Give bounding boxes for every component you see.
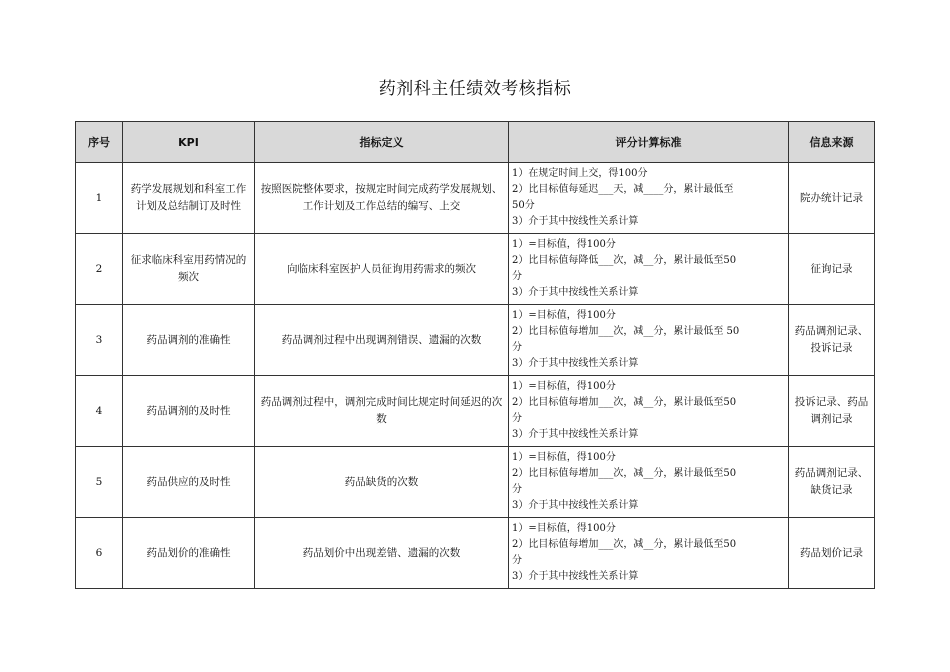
cell-no: 5 xyxy=(76,447,123,518)
cell-criteria xyxy=(509,305,789,376)
criteria-line: 3）介于其中按线性关系计算 xyxy=(512,429,639,440)
cell-no: 1 xyxy=(76,163,123,234)
criteria-line: 分 xyxy=(512,413,522,424)
criteria-line: 1）=目标值，得100分 xyxy=(512,381,616,392)
criteria-line: 分 xyxy=(512,484,522,495)
cell-criteria xyxy=(509,163,789,234)
cell-source: 院办统计记录 xyxy=(789,163,875,234)
table-row xyxy=(76,518,875,589)
cell-criteria xyxy=(509,518,789,589)
criteria-line: 2）比目标值每增加___次，减__分，累计最低至50 xyxy=(512,397,737,408)
criteria-line: 3）介于其中按线性关系计算 xyxy=(512,571,639,582)
cell-source: 药品调剂记录、投诉记录 xyxy=(789,305,875,376)
cell-criteria xyxy=(509,234,789,305)
kpi-table xyxy=(75,121,875,589)
cell-criteria xyxy=(509,447,789,518)
cell-source: 药品调剂记录、缺货记录 xyxy=(789,447,875,518)
cell-kpi: 药品供应的及时性 xyxy=(123,447,255,518)
header-kpi: KPI xyxy=(123,122,255,163)
table-row xyxy=(76,234,875,305)
header-source: 信息来源 xyxy=(789,122,875,163)
cell-definition: 向临床科室医护人员征询用药需求的频次 xyxy=(255,234,509,305)
criteria-line: 2）比目标值每降低___次，减__分，累计最低至50 xyxy=(512,255,737,266)
criteria-line: 2）比目标值每增加___次，减__分，累计最低至50 xyxy=(512,468,737,479)
criteria-line: 1）=目标值，得100分 xyxy=(512,523,616,534)
table-row xyxy=(76,447,875,518)
table-row xyxy=(76,305,875,376)
cell-definition: 药品调剂过程中，调剂完成时间比规定时间延迟的次数 xyxy=(255,376,509,447)
cell-definition: 药品调剂过程中出现调剂错误、遗漏的次数 xyxy=(255,305,509,376)
cell-no: 4 xyxy=(76,376,123,447)
cell-definition: 药品划价中出现差错、遗漏的次数 xyxy=(255,518,509,589)
cell-kpi: 药学发展规划和科室工作计划及总结制订及时性 xyxy=(123,163,255,234)
header-no: 序号 xyxy=(76,122,123,163)
cell-kpi: 药品划价的准确性 xyxy=(123,518,255,589)
table-header-row xyxy=(76,122,875,163)
cell-no: 6 xyxy=(76,518,123,589)
criteria-line: 3）介于其中按线性关系计算 xyxy=(512,216,639,227)
criteria-line: 3）介于其中按线性关系计算 xyxy=(512,358,639,369)
cell-kpi: 药品调剂的准确性 xyxy=(123,305,255,376)
header-definition: 指标定义 xyxy=(255,122,509,163)
cell-kpi: 药品调剂的及时性 xyxy=(123,376,255,447)
cell-criteria xyxy=(509,376,789,447)
header-criteria: 评分计算标准 xyxy=(509,122,789,163)
cell-source: 投诉记录、药品调剂记录 xyxy=(789,376,875,447)
cell-definition: 按照医院整体要求，按规定时间完成药学发展规划、工作计划及工作总结的编写、上交 xyxy=(255,163,509,234)
cell-no: 3 xyxy=(76,305,123,376)
cell-source: 征询记录 xyxy=(789,234,875,305)
criteria-line: 2）比目标值每增加___次，减__分，累计最低至 50 xyxy=(512,326,740,337)
criteria-line: 3）介于其中按线性关系计算 xyxy=(512,500,639,511)
criteria-line: 1）在规定时间上交，得100分 xyxy=(512,168,648,179)
cell-source: 药品划价记录 xyxy=(789,518,875,589)
criteria-line: 分 xyxy=(512,342,522,353)
document-title: 药剂科主任绩效考核指标 xyxy=(378,79,572,99)
cell-definition: 药品缺货的次数 xyxy=(255,447,509,518)
criteria-line: 1）=目标值，得100分 xyxy=(512,310,616,321)
criteria-line: 50分 xyxy=(512,200,535,211)
cell-no: 2 xyxy=(76,234,123,305)
criteria-line: 3）介于其中按线性关系计算 xyxy=(512,287,639,298)
criteria-line: 2）比目标值每增加___次，减__分，累计最低至50 xyxy=(512,539,737,550)
criteria-line: 分 xyxy=(512,555,522,566)
table-row xyxy=(76,163,875,234)
criteria-line: 1）=目标值，得100分 xyxy=(512,452,616,463)
criteria-line: 1）=目标值，得100分 xyxy=(512,239,616,250)
cell-kpi: 征求临床科室用药情况的频次 xyxy=(123,234,255,305)
criteria-line: 2）比目标值每延迟___天，减____分，累计最低至 xyxy=(512,184,734,195)
table-row xyxy=(76,376,875,447)
criteria-line: 分 xyxy=(512,271,522,282)
